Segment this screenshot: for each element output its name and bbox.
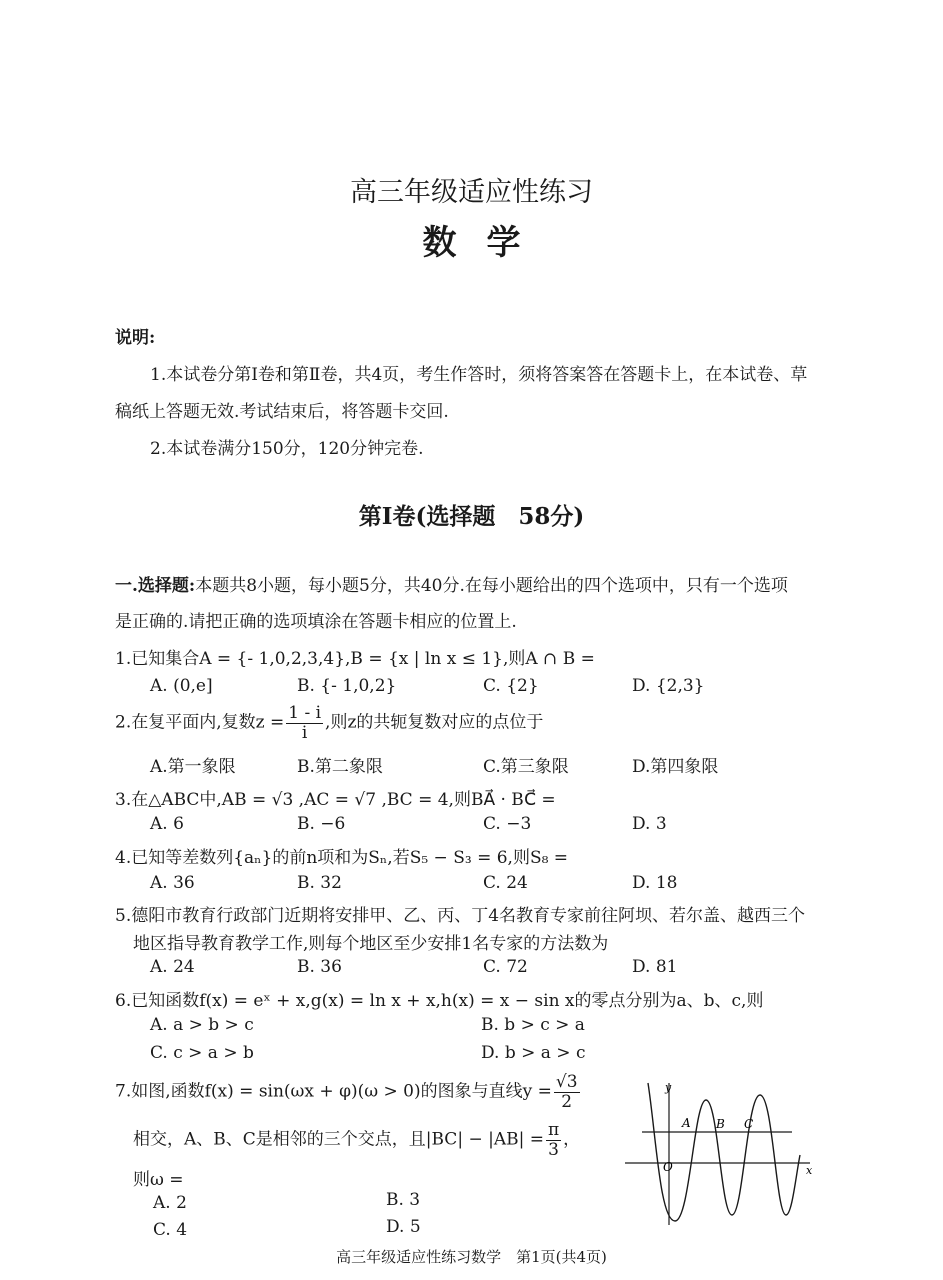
q2-frac-num: 1 - i bbox=[288, 703, 322, 723]
q7-option-b: B. 3 bbox=[386, 1190, 421, 1210]
q7-frac1-den: 2 bbox=[561, 1091, 573, 1112]
q6-stem: 6.已知函数f(x) = eˣ + x,g(x) = ln x + x,h(x) = x − sin x的零点分别为a、b、c,则 bbox=[115, 991, 764, 1011]
q3-option-d: D. 3 bbox=[632, 814, 667, 834]
notes-label: 说明: bbox=[115, 328, 156, 348]
q4-option-a: A. 36 bbox=[150, 873, 195, 893]
q7-graph-figure bbox=[620, 1075, 820, 1235]
q6-option-c: C. c > a > b bbox=[150, 1043, 254, 1063]
q7-stem-line1 bbox=[115, 1073, 582, 1111]
q2-fraction bbox=[286, 704, 323, 742]
part1-intro-line1 bbox=[115, 571, 788, 596]
q7-fraction-1 bbox=[554, 1073, 580, 1111]
q5-option-b: B. 36 bbox=[297, 957, 342, 977]
q1-stem: 1.已知集合A = {- 1,0,2,3,4},B = {x | ln x ≤ 1},则A ∩ B = bbox=[115, 649, 595, 669]
q7-option-d: D. 5 bbox=[386, 1217, 421, 1237]
point-b-label: B bbox=[716, 1117, 725, 1131]
q6-option-b: B. b > c > a bbox=[481, 1015, 585, 1035]
q7-option-c: C. 4 bbox=[153, 1220, 188, 1240]
q7-stem-line3: 则ω = bbox=[133, 1170, 184, 1190]
q3-option-a: A. 6 bbox=[150, 814, 184, 834]
q2-stem-pre: 2.在复平面内,复数z = bbox=[115, 712, 285, 733]
origin-label: O bbox=[663, 1160, 673, 1174]
q4-option-b: B. 32 bbox=[297, 873, 342, 893]
q7-line2-post: ， bbox=[563, 1129, 581, 1150]
q5-stem-line2: 地区指导教育教学工作,则每个地区至少安排1名专家的方法数为 bbox=[133, 934, 609, 954]
q5-option-d: D. 81 bbox=[632, 957, 678, 977]
q2-frac-den: i bbox=[301, 722, 308, 743]
q5-stem-line1: 5.德阳市教育行政部门近期将安排甲、乙、丙、丁4名教育专家前往阿坝、若尔盖、越西三个 bbox=[115, 906, 806, 926]
notes-item1-line2: 稿纸上答题无效.考试结束后，将答题卡交回. bbox=[115, 402, 449, 422]
q7-frac2-den: 3 bbox=[548, 1139, 559, 1160]
q6-option-d: D. b > a > c bbox=[481, 1043, 586, 1063]
x-axis-label: x bbox=[806, 1164, 813, 1177]
q3-stem: 3.在△ABC中,AB = √3 ,AC = √7 ,BC = 4,则BA⃗ · BC⃗ = bbox=[115, 790, 556, 810]
q7-option-a: A. 2 bbox=[153, 1193, 187, 1213]
exam-subtitle: 高三年级适应性练习 bbox=[350, 177, 593, 208]
q6-option-a: A. a > b > c bbox=[150, 1015, 254, 1035]
point-c-label: C bbox=[744, 1117, 754, 1131]
part1-text: 本题共8小题，每小题5分，共40分.在每小题给出的四个选项中，只有一个选项 bbox=[195, 576, 788, 596]
q4-option-c: C. 24 bbox=[483, 873, 528, 893]
q3-option-c: C. −3 bbox=[483, 814, 532, 834]
q1-option-a: A. (0,e] bbox=[150, 676, 213, 696]
notes-item2: 2.本试卷满分150分，120分钟完卷. bbox=[150, 439, 424, 459]
q7-frac1-num: √3 bbox=[555, 1072, 578, 1092]
q7-stem-pre: 7.如图,函数f(x) = sin(ωx + φ)(ω > 0)的图象与直线y = bbox=[115, 1081, 552, 1102]
section-title: 第Ⅰ卷(选择题 58分) bbox=[358, 503, 585, 530]
part1-intro-line2: 是正确的.请把正确的选项填涂在答题卡相应的位置上. bbox=[115, 612, 517, 632]
q2-stem bbox=[115, 704, 543, 742]
q4-stem: 4.已知等差数列{aₙ}的前n项和为Sₙ,若S₅ − S₃ = 6,则S₈ = bbox=[115, 848, 569, 868]
page-footer: 高三年级适应性练习数学 第1页(共4页) bbox=[336, 1248, 607, 1266]
q7-stem-line2 bbox=[133, 1121, 580, 1159]
exam-title: 数学 bbox=[422, 223, 551, 263]
q3-option-b: B. −6 bbox=[297, 814, 346, 834]
q1-option-b: B. {- 1,0,2} bbox=[297, 676, 397, 696]
part1-label: 一.选择题: bbox=[115, 576, 196, 596]
q7-fraction-2 bbox=[546, 1121, 561, 1159]
q5-option-c: C. 72 bbox=[483, 957, 528, 977]
sine-curve bbox=[648, 1083, 800, 1221]
y-axis-label: y bbox=[665, 1081, 672, 1094]
q7-line2-pre: 相交，A、B、C是相邻的三个交点，且|BC| − |AB| = bbox=[133, 1129, 544, 1150]
q2-option-b: B.第二象限 bbox=[297, 757, 383, 777]
q2-option-c: C.第三象限 bbox=[483, 757, 569, 777]
q2-option-a: A.第一象限 bbox=[150, 757, 236, 777]
q1-option-d: D. {2,3} bbox=[632, 676, 705, 696]
q2-option-d: D.第四象限 bbox=[632, 757, 719, 777]
q2-stem-post: ,则z的共轭复数对应的点位于 bbox=[325, 712, 544, 733]
q5-option-a: A. 24 bbox=[150, 957, 195, 977]
point-a-label: A bbox=[682, 1116, 691, 1130]
q7-frac2-num: π bbox=[547, 1120, 560, 1140]
q1-option-c: C. {2} bbox=[483, 676, 539, 696]
q4-option-d: D. 18 bbox=[632, 873, 678, 893]
notes-item1-line1: 1.本试卷分第Ⅰ卷和第Ⅱ卷，共4页，考生作答时，须将答案答在答题卡上，在本试卷、草 bbox=[150, 365, 808, 385]
